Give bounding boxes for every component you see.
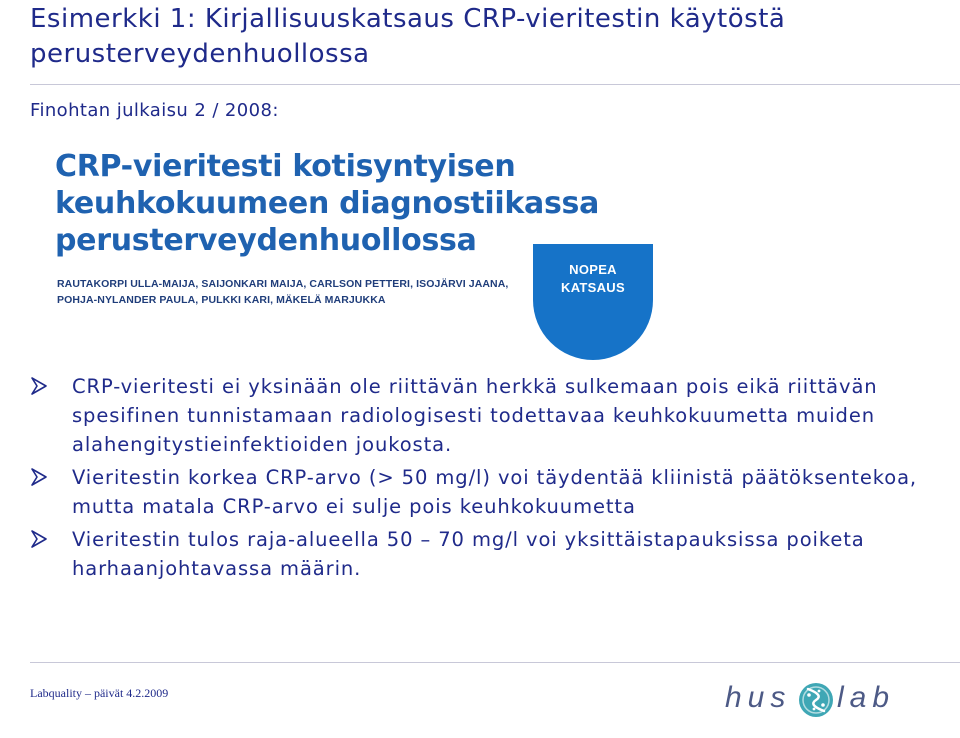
- article-authors: [57, 276, 508, 308]
- list-item: [28, 372, 948, 459]
- article-title-line: CRP-vieritesti kotisyntyisen: [55, 149, 516, 184]
- badge-label: KATSAUS: [561, 280, 625, 295]
- footer-text: Labquality – päivät 4.2.2009: [30, 686, 169, 700]
- arrowhead-bullet-icon: [30, 377, 48, 395]
- article-title-line: perusterveydenhuollossa: [55, 223, 477, 258]
- bullet-text: Vieritestin korkea CRP-arvo (> 50 mg/l) voi täydentää kliinistä päätöksentekoa, mutta matala CRP-arvo ei sulje pois keuhkokuumetta: [72, 466, 918, 518]
- bullet-text: CRP-vieritesti ei yksinään ole riittävän herkkä sulkemaan pois eikä riittävän spesifinen tunnistamaan radiologisesti todettavaa keuhkokuumetta muiden alahengitystieinfektioiden joukosta.: [72, 375, 878, 456]
- slide-title: Esimerkki 1: Kirjallisuuskatsaus CRP-vieritestin käytöstä perusterveydenhuollossa: [30, 4, 786, 69]
- nopea-katsaus-badge: [533, 240, 653, 360]
- bullet-list: [28, 372, 948, 587]
- arrowhead-bullet-icon: [30, 468, 48, 486]
- arrowhead-bullet-icon: [30, 530, 48, 548]
- article-authors-line: RAUTAKORPI ULLA-MAIJA, SAIJONKARI MAIJA, CARLSON PETTERI, ISOJÄRVI JAANA,: [57, 278, 509, 290]
- badge-label: NOPEA: [569, 262, 617, 277]
- title-divider: [30, 84, 960, 85]
- huslab-logo-icon: [797, 675, 835, 725]
- footer-divider: [30, 662, 960, 663]
- article-title-line: keuhkokuumeen diagnostiikassa: [55, 186, 600, 221]
- logo-word-lab: lab: [837, 681, 896, 714]
- huslab-logo: [725, 675, 925, 725]
- logo-word-hus: hus: [725, 681, 792, 714]
- slide-subtitle: Finohtan julkaisu 2 / 2008:: [30, 100, 279, 121]
- article-authors-line: POHJA-NYLANDER PAULA, PULKKI KARI, MÄKELÄ MARJUKKA: [57, 294, 386, 306]
- badge-shape-icon: [533, 240, 653, 360]
- bullet-text: Vieritestin tulos raja-alueella 50 – 70 mg/l voi yksittäistapauksissa poiketa harhaanjohtavassa määrin.: [72, 528, 865, 580]
- list-item: [28, 525, 948, 583]
- article-cover-image: [55, 148, 655, 328]
- list-item: [28, 463, 948, 521]
